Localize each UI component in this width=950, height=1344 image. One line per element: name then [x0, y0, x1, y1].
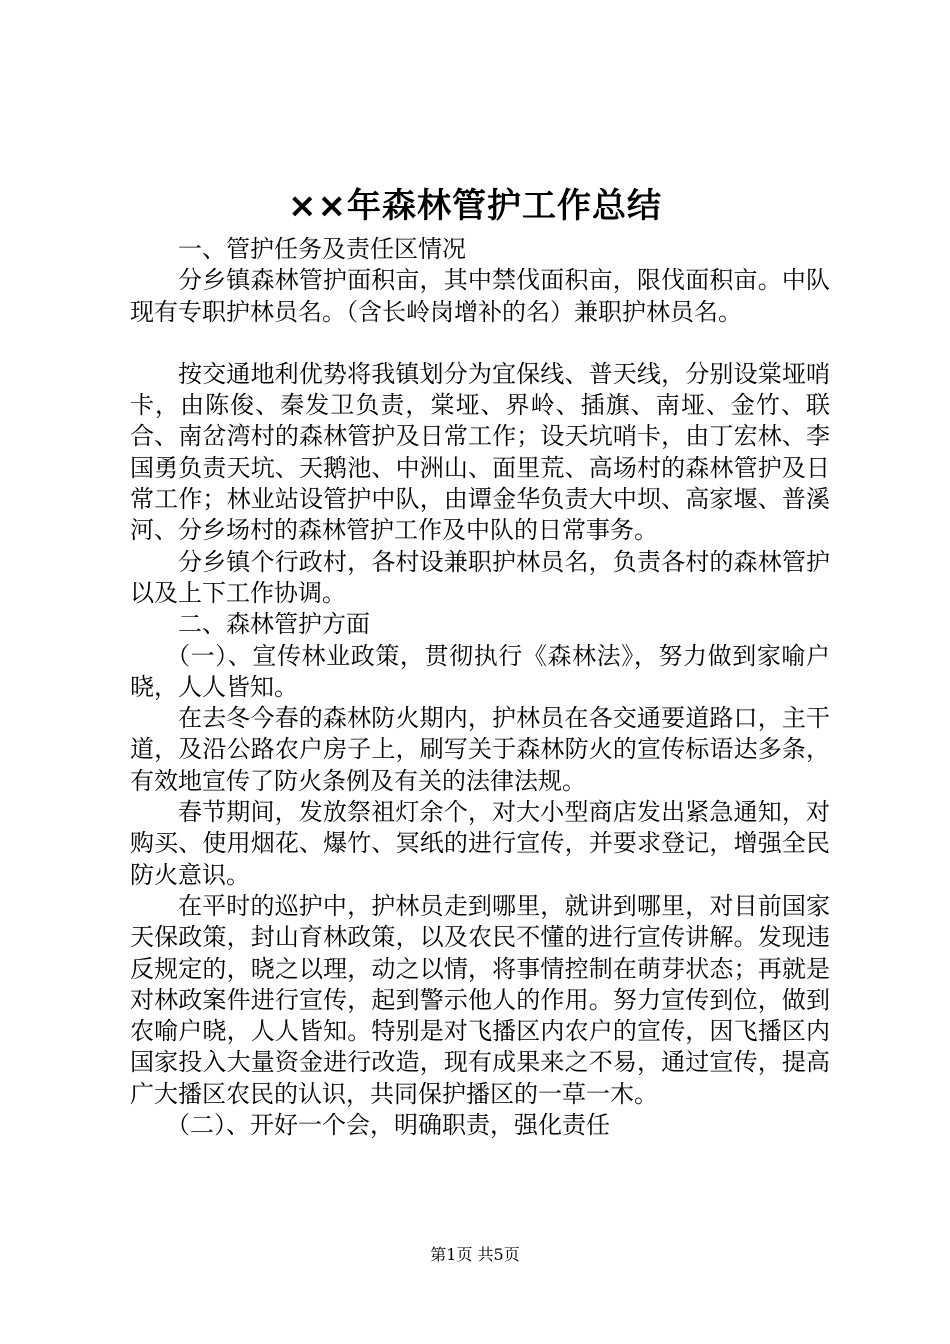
page-footer: 第1页 共5页	[430, 1245, 520, 1264]
subsection-heading-2: （二）、开好一个会，明确职责，强化责任	[166, 1111, 610, 1140]
paragraph-villages: 分乡镇个行政村，各村设兼职护林员名，负责各村的森林管护以及上下工作协调。	[130, 547, 830, 607]
paragraph-fire-season: 在去冬今春的森林防火期内，护林员在各交通要道路口，主干道，及沿公路农户房子上，刷写关于森林防火的宣传标语达多条，有效地宣传了防火条例及有关的法律法规。	[130, 704, 830, 795]
paragraph-patrol: 在平时的巡护中，护林员走到哪里，就讲到哪里，对目前国家天保政策，封山育林政策，以及农民不懂的进行宣传讲解。发现违反规定的，晓之以理，动之以情，将事情控制在萌芽状态；再就是对林政案件进行宣传，起到警示他人的作用。努力宣传到位，做到农喻户晓，人人皆知。特别是对飞播区内农户的宣传，因飞播区内国家投入大量资金进行改造，现有成果来之不易，通过宣传，提高广大播区农民的认识，共同保护播区的一草一木。	[130, 891, 830, 1108]
section-heading-2: 二、森林管护方面	[178, 610, 370, 639]
paragraph-area-info: 分乡镇森林管护面积亩，其中禁伐面积亩，限伐面积亩。中队现有专职护林员名。（含长岭岗增补的名）兼职护林员名。	[130, 266, 830, 326]
document-title: ××年森林管护工作总结	[288, 186, 662, 226]
paragraph-division: 按交通地利优势将我镇划分为宜保线、普天线，分别设棠垭哨卡，由陈俊、秦发卫负责，棠垭、界岭、插旗、南垭、金竹、联合、南岔湾村的森林管护及日常工作；设天坑哨卡，由丁宏林、李国勇负责天坑、天鹅池、中洲山、面里荒、高场村的森林管护及日常工作；林业站设管护中队，由谭金华负责大中坝、高家堰、普溪河、分乡场村的森林管护工作及中队的日常事务。	[130, 359, 830, 545]
subsection-heading-1: （一）、宣传林业政策，贯彻执行《森林法》，努力做到家喻户晓，人人皆知。	[130, 641, 830, 701]
section-heading-1: 一、管护任务及责任区情况	[178, 235, 466, 263]
paragraph-spring-festival: 春节期间，发放祭祖灯余个，对大小型商店发出紧急通知，对购买、使用烟花、爆竹、冥纸的进行宣传，并要求登记，增强全民防火意识。	[130, 798, 830, 889]
document-body	[130, 234, 830, 1141]
